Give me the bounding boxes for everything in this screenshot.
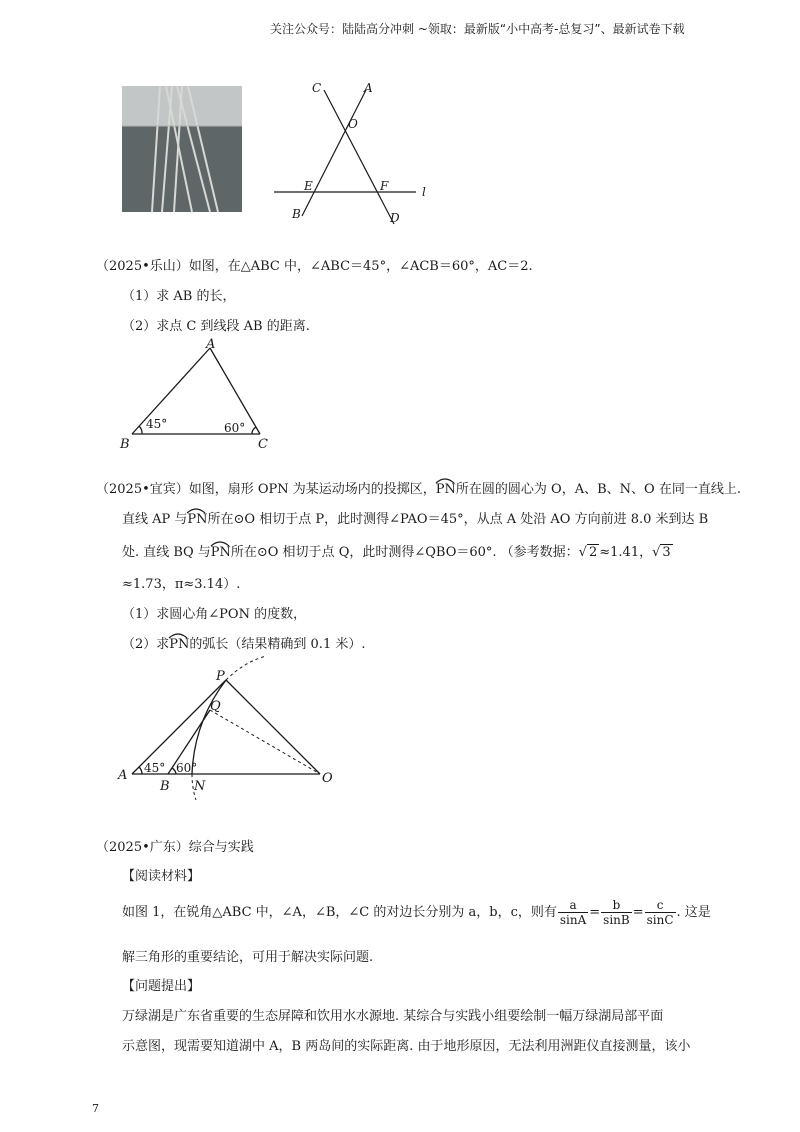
label-C: C <box>258 437 268 452</box>
arc-pn: PN <box>169 637 189 652</box>
q3-title: （2025•广东）综合与实践 <box>96 840 254 855</box>
q1-stem: （2025•乐山）如图，在△ABC 中，∠ABC＝45°，∠ACB＝60°，AC＝2. <box>96 259 533 274</box>
page-header: 关注公众号：陆陆高分冲刺 ~领取：最新版“小中高考-总复习”、最新试卷下载 <box>270 22 685 36</box>
reading-line2: 解三角形的重要结论，可用于解决实际问题. <box>122 950 374 965</box>
label-B: B <box>120 437 130 452</box>
reading-heading: 【阅读材料】 <box>122 869 201 884</box>
q1-part2: （2）求点 C 到线段 AB 的距离. <box>122 319 310 334</box>
page-number: 7 <box>92 1102 99 1115</box>
label-N: N <box>194 779 206 794</box>
intersecting-lines-figure <box>268 76 448 226</box>
label-A: A <box>364 81 373 95</box>
angle-A-label: 45° <box>144 761 166 775</box>
label-B: B <box>292 207 301 221</box>
fraction-c-sinC: $\frac{c}{\sin C}$ <box>646 898 674 927</box>
sqrt-2: 2 <box>588 545 598 560</box>
q2-line2: 直线 AP 与 PN所在⊙O 相切于点 P，此时测得∠PAO＝45°，从点 A 处沿 AO 方向前进 8.0 米到达 B <box>122 508 708 527</box>
label-F: F <box>380 179 389 193</box>
angle-B-label: 45° <box>146 417 168 431</box>
label-l: l <box>422 185 426 199</box>
problem-line1: 万绿湖是广东省重要的生态屏障和饮用水水源地. 某综合与实践小组要绘制一幅万绿湖局部平面 <box>122 1009 664 1024</box>
q1-part1: （1）求 AB 的长， <box>122 289 236 304</box>
angle-C-label: 60° <box>224 421 246 435</box>
reeds-photo <box>122 86 242 212</box>
q2-line4: ≈1.73，π≈3.14）. <box>122 577 241 592</box>
angle-B-label: 60° <box>176 761 198 775</box>
problem-heading: 【问题提出】 <box>122 979 201 994</box>
label-O: O <box>322 771 333 786</box>
arc-pn: PN <box>187 512 207 527</box>
arc-pn: PN <box>436 482 456 497</box>
label-A: A <box>206 337 216 352</box>
label-P: P <box>216 669 225 684</box>
q2-line3: 处. 直线 BQ 与 PN所在⊙O 相切于点 Q，此时测得∠QBO＝60°. （参考数据：√ 2 ≈1.41，√ 3 <box>122 541 673 560</box>
label-C: C <box>312 81 322 95</box>
fraction-b-sinB: $\frac{b}{\sin B}$ <box>603 898 630 927</box>
fraction-a-sinA: $\frac{a}{\sin A}$ <box>559 898 587 927</box>
sqrt-3: 3 <box>662 545 671 560</box>
reading-line1: 如图 1，在锐角△ABC 中，∠A，∠B，∠C 的对边长分别为 a，b，c，则有 $\frac{a}{\sin A}$ = $\frac{b}{\sin B}$ = $\frac{c}{\sin C}$ . 这是 <box>122 898 711 927</box>
label-O: O <box>348 117 358 131</box>
sector-opn-figure <box>114 652 354 802</box>
q2-part2: （2）求 PN的弧长（结果精确到 0.1 米）. <box>122 633 365 652</box>
q2-part1: （1）求圆心角∠PON 的度数， <box>122 607 307 622</box>
label-Q: Q <box>210 699 221 714</box>
label-B: B <box>160 779 170 794</box>
problem-line2: 示意图，现需要知道湖中 A，B 两岛间的实际距离. 由于地形原因，无法利用洲距仪直接测量，该小 <box>122 1039 691 1054</box>
q2-line1: （2025•宜宾）如图，扇形 OPN 为某运动场内的投掷区， PN所在圆的圆心为 O，A、B、N、O 在同一直线上. <box>96 478 741 497</box>
label-D: D <box>390 211 400 225</box>
arc-pn: PN <box>211 545 231 560</box>
label-A: A <box>118 768 128 783</box>
label-E: E <box>304 179 313 193</box>
triangle-abc-figure <box>116 334 276 454</box>
